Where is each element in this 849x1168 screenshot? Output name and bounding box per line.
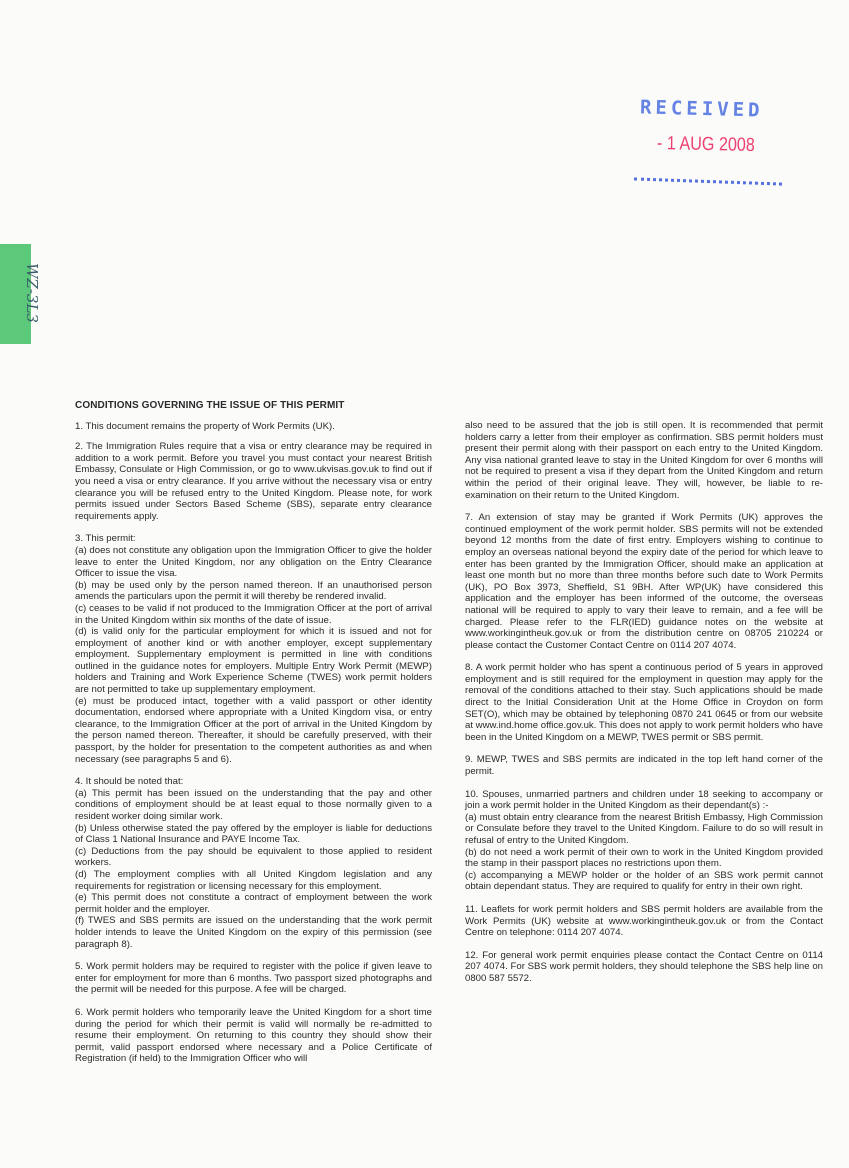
- condition-paragraph: 8. A work permit holder who has spent a continuous period of 5 years in approved employment and is still required for the employment in question may apply for the removal of the conditions attached to their stay. Such applications should be made direct to the Initial Consideration Unit at the Home Office in Croydon on form SET(O), which may be obtained by telephoning 0870 241 0645 or from our website at www.ind.home office.gov.uk. This does not apply to work permit holders who have been in the United Kingdom on a MEWP, TWES permit or SBS permit.: [465, 662, 823, 743]
- condition-paragraph: 3. This permit: (a) does not constitute any obligation upon the Immigration Officer to give the holder leave to enter the United Kingdom, nor any obligation on the Entry Clearance Officer to issue the visa. (b) may be used only by the person named thereon. If an unauthorised person amends the particulars upon the permit it will thereby be rendered invalid. (c) ceases to be valid if not produced to the Immigration Officer at the port of arrival in the United Kingdom within six months of the date of issue. (d) is valid only for the particular employment for which it is issued and not for employment of another kind or with another employer, except supplementary employment. Supplementary employment is permitted in line with conditions outlined in the guidance notes for employers. Multiple Entry Work Permit (MEWP) holders and Training and Work Experience Scheme (TWES) work permit holders are not permitted to take up supplementary employment. (e) must be produced intact, together with a valid passport or other identity documentation, endorsed where appropriate with a United Kingdom visa, or entry clearance, to the Immigration Officer at the port of arrival in the United Kingdom by the person named thereon. Thereafter, it should be carefully preserved, with their passport, by the holder for presentation to the competent authorities as and when necessary (see paragraphs 5 and 6).: [75, 533, 432, 765]
- condition-paragraph: 11. Leaflets for work permit holders and SBS permit holders are available from the Work Permits (UK) website at www.workingintheuk.gov.uk or from the Contact Centre on telephone: 0114 207 4074.: [465, 903, 823, 939]
- condition-paragraph: 10. Spouses, unmarried partners and children under 18 seeking to accompany or join a work permit holder in the United Kingdom as their dependant(s) :- (a) must obtain entry clearance from the nearest British Embassy, High Commission or Consulate before they travel to the United Kingdom. Failure to do so will result in refusal of entry to the United Kingdom. (b) do not need a work permit of their own to work in the United Kingdom provided the stamp in their passport places no restrictions upon them. (c) accompanying a MEWP holder or the holder of an SBS work permit cannot obtain dependant status. They are required to qualify for entry in their own right.: [465, 788, 823, 893]
- condition-paragraph: 12. For general work permit enquiries please contact the Contact Centre on 0114 207 4074. For SBS work permit holders, they should telephone the SBS help line on 0800 587 5572.: [465, 949, 823, 984]
- green-sticker: [0, 244, 41, 344]
- right-column: [465, 420, 823, 996]
- document-title: CONDITIONS GOVERNING THE ISSUE OF THIS PERMIT: [75, 400, 345, 411]
- received-stamp: RECEIVED: [639, 96, 764, 122]
- condition-paragraph: 9. MEWP, TWES and SBS permits are indicated in the top left hand corner of the permit.: [465, 754, 823, 778]
- condition-paragraph: 1. This document remains the property of Work Permits (UK).: [75, 420, 335, 432]
- left-column: [75, 400, 432, 1076]
- condition-paragraph: 5. Work permit holders may be required to register with the police if given leave to enter for employment for more than 6 months. Two passport sized photographs and the permit will be needed for this purpose. A fee will be charged.: [75, 961, 432, 996]
- condition-paragraph: 6. Work permit holders who temporarily leave the United Kingdom for a short time during the period for which their permit is valid will normally be re-admitted to resume their employment. On returning to this country they should show their permit, valid passport endorsed where necessary and a Police Certificate of Registration (if held) to the Immigration Officer who will: [75, 1006, 432, 1065]
- condition-paragraph: also need to be assured that the job is still open. It is recommended that permit holders carry a letter from their employer as confirmation. SBS permit holders must present their permit along with their passport on each entry to the United Kingdom. Any visa national granted leave to stay in the United Kingdom for over 6 months will not be required to present a visa if they depart from the United Kingdom and return within the period of their original leave. They will, however, be liable to re-examination on their return to the United Kingdom.: [465, 420, 823, 501]
- condition-paragraph: 2. The Immigration Rules require that a visa or entry clearance may be required in addition to a work permit. Before you travel you must contact your nearest British Embassy, Consulate or High Commission, or go to www.ukvisas.gov.uk to find out if you need a visa or entry clearance. If you arrive without the necessary visa or entry clearance you will be refused entry to the United Kingdom. Please note, for work permits issued under Sectors Based Scheme (SBS), separate entry clearance requirements apply.: [75, 441, 432, 522]
- condition-paragraph: 7. An extension of stay may be granted if Work Permits (UK) approves the continued employment of the work permit holder. SBS permits will not be extended beyond 12 months from the date of first entry. Employers wishing to continue to employ an overseas national beyond the expiry date of the period for which leave to enter has been granted by the Immigration Officer, should make an application at least one month but no more than three months before such date to Work Permits (UK), PO Box 3973, Sheffield, S1 9BH. After WP(UK) have considered this application and the employer has been informed of the outcome, the overseas national will be required to apply to vary their leave to remain, and a fee will be charged. Please refer to the FLR(IED) guidance notes on the website at www.workingintheuk.gov.uk or from the distribution centre on 08705 210224 or please contact the Customer Contact Centre on 0114 207 4074.: [465, 512, 823, 651]
- received-date-stamp: - 1 AUG 2008: [656, 133, 756, 157]
- handwritten-reference: WZ-3L3: [22, 263, 41, 323]
- condition-paragraph: 4. It should be noted that: (a) This permit has been issued on the understanding that the pay and other conditions of employment should be at least equal to those normally given to a resident worker doing similar work. (b) Unless otherwise stated the pay offered by the employer is liable for deductions of Class 1 National Insurance and PAYE Income Tax. (c) Deductions from the pay should be equivalent to those applied to resident workers. (d) The employment complies with all United Kingdom legislation and any requirements for registration or licensing necessary for this employment. (e) This permit does not constitute a contract of employment between the work permit holder and the employer. (f) TWES and SBS permits are issued on the understanding that the work permit holder intends to leave the United Kingdom on the expiry of this permission (see paragraph 8).: [75, 776, 432, 950]
- stamp-dotted-line: [634, 177, 782, 185]
